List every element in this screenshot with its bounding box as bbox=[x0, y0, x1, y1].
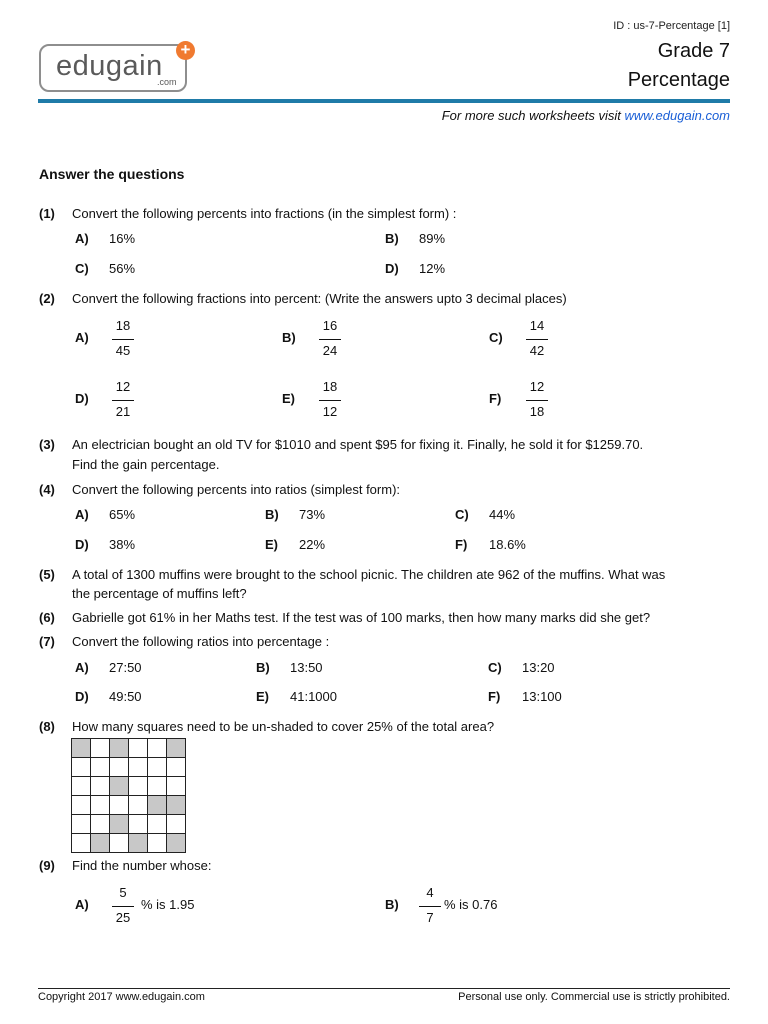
q2-b-denominator: 24 bbox=[322, 343, 338, 358]
grid-cell-shaded bbox=[148, 796, 167, 815]
q4-f-value: 18.6% bbox=[489, 537, 526, 552]
grid-cell bbox=[129, 758, 148, 777]
edugain-link[interactable]: www.edugain.com bbox=[624, 108, 730, 123]
grid-cell-shaded bbox=[72, 739, 91, 758]
grid-cell-shaded bbox=[129, 834, 148, 853]
q2-d-denominator: 21 bbox=[115, 404, 131, 419]
q2-c-denominator: 42 bbox=[529, 343, 545, 358]
fraction-bar bbox=[526, 400, 548, 401]
grid-cell bbox=[148, 739, 167, 758]
grid-row bbox=[72, 815, 186, 834]
q2-e-numerator: 18 bbox=[322, 379, 338, 394]
grid-cell bbox=[148, 777, 167, 796]
grid-cell bbox=[167, 777, 186, 796]
q2-d-numerator: 12 bbox=[115, 379, 131, 394]
q4-c-value: 44% bbox=[489, 507, 516, 522]
q9-b-label: B) bbox=[385, 897, 399, 912]
grid-cell bbox=[110, 796, 129, 815]
grid-cell bbox=[72, 777, 91, 796]
grid-cell-shaded bbox=[110, 777, 129, 796]
grid-cell-shaded bbox=[167, 796, 186, 815]
q2-b-numerator: 16 bbox=[322, 318, 338, 333]
q3-line1: An electrician bought an old TV for $1010 and spent $95 for fixing it. Finally, he sold it for $1259.70. bbox=[72, 437, 644, 452]
grid-row bbox=[72, 739, 186, 758]
q6-text: Gabrielle got 61% in her Maths test. If the test was of 100 marks, then how many marks did she get? bbox=[72, 610, 651, 625]
footer-copyright: Copyright 2017 www.edugain.com bbox=[38, 991, 205, 1003]
grid-cell bbox=[91, 739, 110, 758]
grid-cell bbox=[91, 815, 110, 834]
q2-f-numerator: 12 bbox=[529, 379, 545, 394]
topic-title: Percentage bbox=[627, 69, 730, 91]
q4-number: (4) bbox=[39, 482, 55, 497]
grid-cell bbox=[148, 815, 167, 834]
q2-number: (2) bbox=[39, 291, 55, 306]
grid-cell bbox=[148, 834, 167, 853]
q7-c-label: C) bbox=[488, 660, 502, 675]
q9-a-suffix: % is 1.95 bbox=[141, 897, 195, 912]
worksheet-id: ID : us-7-Percentage [1] bbox=[613, 20, 730, 32]
q4-f-label: F) bbox=[455, 537, 468, 552]
q4-e-value: 22% bbox=[299, 537, 326, 552]
q2-f-denominator: 18 bbox=[529, 404, 545, 419]
q2-a-numerator: 18 bbox=[115, 318, 131, 333]
grid-row bbox=[72, 777, 186, 796]
q2-text: Convert the following fractions into percent: (Write the answers upto 3 decimal places) bbox=[72, 291, 567, 306]
q2-c-fraction bbox=[522, 318, 552, 358]
grid-cell bbox=[167, 815, 186, 834]
q2-d-label: D) bbox=[75, 391, 89, 406]
q9-a-label: A) bbox=[75, 897, 89, 912]
q4-text: Convert the following percents into ratios (simplest form): bbox=[72, 482, 401, 497]
q4-e-label: E) bbox=[265, 537, 278, 552]
q7-d-value: 49:50 bbox=[109, 689, 142, 704]
q1-d-value: 12% bbox=[419, 261, 446, 276]
grid-cell bbox=[72, 815, 91, 834]
fraction-bar bbox=[419, 906, 441, 907]
q1-c-label: C) bbox=[75, 261, 89, 276]
q7-e-label: E) bbox=[256, 689, 269, 704]
q2-b-fraction bbox=[315, 318, 345, 358]
q2-c-label: C) bbox=[489, 330, 503, 345]
q9-a-denominator: 25 bbox=[115, 910, 131, 925]
fraction-bar bbox=[526, 339, 548, 340]
q2-e-denominator: 12 bbox=[322, 404, 338, 419]
more-worksheets bbox=[442, 108, 730, 123]
q5-number: (5) bbox=[39, 567, 55, 582]
grid-cell bbox=[167, 758, 186, 777]
q1-b-value: 89% bbox=[419, 231, 446, 246]
grid-cell bbox=[72, 796, 91, 815]
grid-cell-shaded bbox=[167, 834, 186, 853]
q1-b-label: B) bbox=[385, 231, 399, 246]
grade-title: Grade 7 bbox=[657, 40, 730, 62]
shaded-grid bbox=[71, 738, 186, 853]
q5-line1: A total of 1300 muffins were brought to the school picnic. The children ate 962 of the muffins. What was bbox=[72, 567, 666, 582]
q1-a-label: A) bbox=[75, 231, 89, 246]
grid-cell bbox=[110, 758, 129, 777]
q2-f-fraction bbox=[522, 379, 552, 419]
grid-row bbox=[72, 834, 186, 853]
fraction-bar bbox=[319, 400, 341, 401]
q7-c-value: 13:20 bbox=[522, 660, 555, 675]
q2-a-denominator: 45 bbox=[115, 343, 131, 358]
q7-a-label: A) bbox=[75, 660, 89, 675]
grid-cell bbox=[72, 834, 91, 853]
fraction-bar bbox=[319, 339, 341, 340]
q6-number: (6) bbox=[39, 610, 55, 625]
q2-e-fraction bbox=[315, 379, 345, 419]
grid-cell bbox=[72, 758, 91, 777]
grid-cell bbox=[110, 834, 129, 853]
q3-line2: Find the gain percentage. bbox=[72, 457, 220, 472]
q2-c-numerator: 14 bbox=[529, 318, 545, 333]
q4-d-label: D) bbox=[75, 537, 89, 552]
q2-f-label: F) bbox=[489, 391, 502, 406]
footer-notice: Personal use only. Commercial use is strictly prohibited. bbox=[458, 991, 730, 1003]
grid-cell-shaded bbox=[110, 739, 129, 758]
q9-b-numerator: 4 bbox=[426, 885, 434, 900]
fraction-bar bbox=[112, 339, 134, 340]
q7-b-value: 13:50 bbox=[290, 660, 323, 675]
q4-a-label: A) bbox=[75, 507, 89, 522]
q7-f-label: F) bbox=[488, 689, 501, 704]
q9-a-numerator: 5 bbox=[119, 885, 127, 900]
grid-row bbox=[72, 758, 186, 777]
q9-b-denominator: 7 bbox=[426, 910, 434, 925]
q8-text: How many squares need to be un-shaded to cover 25% of the total area? bbox=[72, 719, 495, 734]
grid-cell bbox=[129, 815, 148, 834]
q2-d-fraction bbox=[108, 379, 138, 419]
q4-b-label: B) bbox=[265, 507, 279, 522]
logo-com: .com bbox=[157, 77, 177, 87]
q5-line2: the percentage of muffins left? bbox=[72, 586, 247, 601]
grid-cell bbox=[129, 777, 148, 796]
grid-cell-shaded bbox=[167, 739, 186, 758]
logo-text: edugain bbox=[56, 50, 163, 82]
q7-a-value: 27:50 bbox=[109, 660, 142, 675]
q1-a-value: 16% bbox=[109, 231, 136, 246]
q4-b-value: 73% bbox=[299, 507, 326, 522]
q9-b-suffix: % is 0.76 bbox=[444, 897, 498, 912]
q9-b-fraction bbox=[415, 885, 445, 925]
more-text: For more such worksheets visit bbox=[441, 108, 625, 123]
q7-number: (7) bbox=[39, 634, 55, 649]
q2-e-label: E) bbox=[282, 391, 295, 406]
grid-cell bbox=[129, 796, 148, 815]
grid-cell bbox=[148, 758, 167, 777]
grid-cell bbox=[91, 796, 110, 815]
logo bbox=[39, 44, 187, 92]
q7-e-value: 41:1000 bbox=[290, 689, 337, 704]
q2-b-label: B) bbox=[282, 330, 296, 345]
q4-c-label: C) bbox=[455, 507, 469, 522]
q9-a-fraction bbox=[108, 885, 138, 925]
section-title: Answer the questions bbox=[39, 166, 185, 182]
q1-d-label: D) bbox=[385, 261, 399, 276]
grid-row bbox=[72, 796, 186, 815]
q9-text: Find the number whose: bbox=[72, 858, 212, 873]
q8-number: (8) bbox=[39, 719, 55, 734]
q7-f-value: 13:100 bbox=[522, 689, 562, 704]
q1-text: Convert the following percents into fractions (in the simplest form) : bbox=[72, 206, 457, 221]
grid-cell-shaded bbox=[91, 834, 110, 853]
fraction-bar bbox=[112, 906, 134, 907]
q1-c-value: 56% bbox=[109, 261, 136, 276]
grid-cell-shaded bbox=[110, 815, 129, 834]
q3-number: (3) bbox=[39, 437, 55, 452]
q7-d-label: D) bbox=[75, 689, 89, 704]
fraction-bar bbox=[112, 400, 134, 401]
footer-rule bbox=[38, 988, 730, 989]
q9-number: (9) bbox=[39, 858, 55, 873]
q4-a-value: 65% bbox=[109, 507, 136, 522]
plus-icon: + bbox=[176, 41, 195, 60]
q1-number: (1) bbox=[39, 206, 55, 221]
header-rule bbox=[38, 99, 730, 103]
q7-b-label: B) bbox=[256, 660, 270, 675]
q2-a-fraction bbox=[108, 318, 138, 358]
q2-a-label: A) bbox=[75, 330, 89, 345]
grid-cell bbox=[129, 739, 148, 758]
grid-cell bbox=[91, 777, 110, 796]
q7-text: Convert the following ratios into percentage : bbox=[72, 634, 330, 649]
q4-d-value: 38% bbox=[109, 537, 136, 552]
grid-cell bbox=[91, 758, 110, 777]
